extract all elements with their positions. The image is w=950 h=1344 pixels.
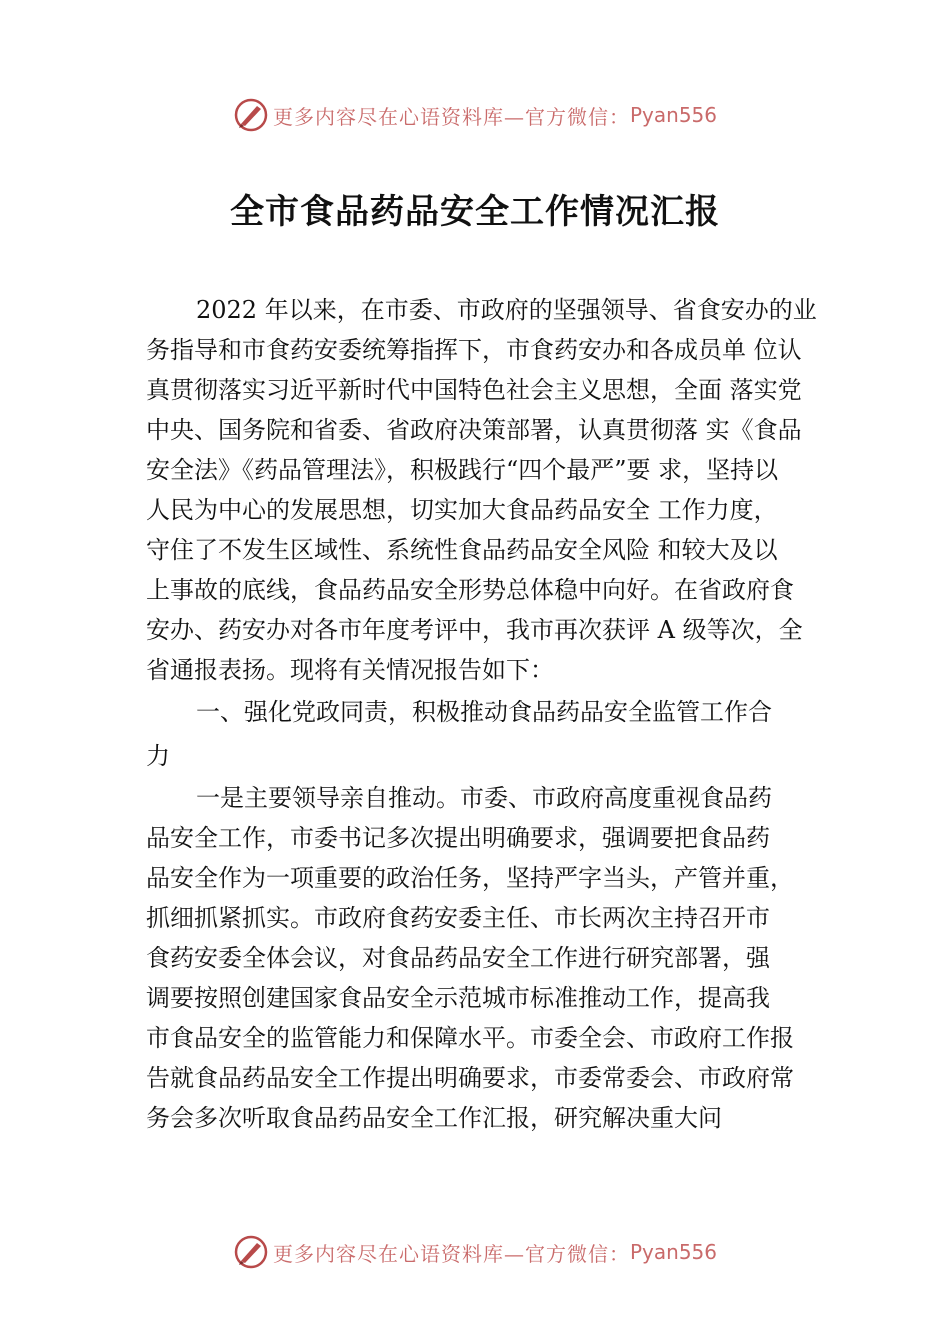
quill-pen-icon xyxy=(233,97,269,133)
body-line: 中央、国务院和省委、省政府决策部署，认真贯彻落 实《食品 xyxy=(146,416,802,444)
body-line: 调要按照创建国家食品安全示范城市标准推动工作，提高我 xyxy=(146,984,770,1012)
banner-text: 更多内容尽在心语资料库—官方微信： xyxy=(272,104,630,129)
body-line: 告就食品药品安全工作提出明确要求，市委常委会、市政府常 xyxy=(146,1064,794,1092)
body-line: 2022 年以来，在市委、市政府的坚强领导、省食安办的业 xyxy=(196,296,817,324)
body-line: 上事故的底线，食品药品安全形势总体稳中向好。在省政府食 xyxy=(146,576,794,604)
quill-pen-icon xyxy=(233,1234,269,1270)
body-line: 品安全作为一项重要的政治任务，坚持严字当头，产管并重， xyxy=(146,864,794,892)
body-line: 安办、药安办对各市年度考评中，我市再次获评 A 级等次，全 xyxy=(146,616,803,644)
banner-wechat-id: Pyan556 xyxy=(629,103,717,127)
body-line: 人民为中心的发展思想，切实加大食品药品安全 工作力度， xyxy=(146,496,778,524)
body-line: 真贯彻落实习近平新时代中国特色社会主义思想，全面 落实党 xyxy=(146,376,802,404)
footer-banner xyxy=(0,1232,950,1272)
body-line: 务指导和市食药安委统筹指挥下，市食药安办和各成员单 位认 xyxy=(146,336,802,364)
section-heading-continued: 力 xyxy=(146,742,170,770)
body-line: 一是主要领导亲自推动。市委、市政府高度重视食品药 xyxy=(196,784,772,812)
body-line: 省通报表扬。现将有关情况报告如下： xyxy=(146,656,554,684)
body-line: 务会多次听取食品药品安全工作汇报，研究解决重大问 xyxy=(146,1104,722,1132)
banner-text: 更多内容尽在心语资料库—官方微信： xyxy=(272,1241,630,1266)
body-line: 食药安委全体会议，对食品药品安全工作进行研究部署，强 xyxy=(146,944,770,972)
body-line: 品安全工作，市委书记多次提出明确要求，强调要把食品药 xyxy=(146,824,770,852)
body-line: 市食品安全的监管能力和保障水平。市委全会、市政府工作报 xyxy=(146,1024,794,1052)
section-heading: 一、强化党政同责，积极推动食品药品安全监管工作合 xyxy=(196,698,772,726)
header-banner xyxy=(0,95,950,135)
document-body xyxy=(146,290,846,1138)
document-title: 全市食品药品安全工作情况汇报 xyxy=(230,192,720,232)
body-line: 抓细抓紧抓实。市政府食药安委主任、市长两次主持召开市 xyxy=(146,904,770,932)
body-line: 安全法》《药品管理法》，积极践行“四个最严”要 求，坚持以 xyxy=(146,456,779,484)
banner-wechat-id: Pyan556 xyxy=(629,1240,717,1264)
body-line: 守住了不发生区域性、系统性食品药品安全风险 和较大及以 xyxy=(146,536,778,564)
